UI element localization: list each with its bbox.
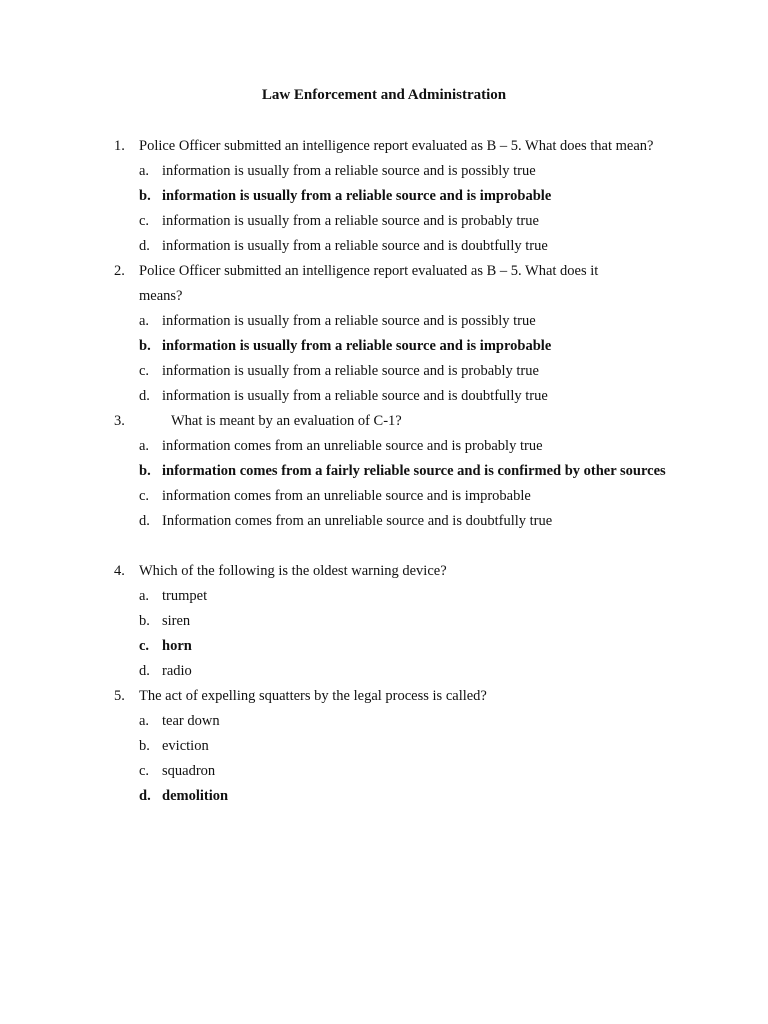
question-text: What is meant by an evaluation of C-1? — [171, 413, 402, 429]
option-letter: a. — [139, 438, 150, 454]
option-letter: b. — [139, 338, 151, 354]
option-text: eviction — [162, 738, 209, 754]
option-text: information is usually from a reliable source and is doubtfully true — [162, 238, 548, 254]
option-letter: b. — [139, 188, 151, 204]
answer-option — [114, 384, 676, 409]
question-text: The act of expelling squatters by the legal process is called? — [139, 688, 487, 704]
question-number: 5. — [114, 688, 125, 704]
question-item — [114, 684, 676, 709]
option-letter: c. — [139, 363, 150, 379]
option-text: information comes from an unreliable source and is improbable — [162, 488, 531, 504]
question-number: 1. — [114, 138, 125, 154]
question-text: Which of the following is the oldest warning device? — [139, 563, 447, 579]
option-letter: b. — [139, 613, 150, 629]
option-text: radio — [162, 663, 192, 679]
answer-option — [114, 584, 676, 609]
option-text: siren — [162, 613, 191, 629]
option-text: information comes from an unreliable source and is probably true — [162, 438, 543, 454]
answer-option — [114, 484, 676, 509]
answer-option-correct — [114, 459, 676, 484]
option-letter: c. — [139, 763, 150, 779]
question-number: 3. — [114, 413, 125, 429]
option-letter: c. — [139, 213, 150, 229]
option-letter: c. — [139, 488, 150, 504]
question-text: Police Officer submitted an intelligence report evaluated as B – 5. What does that mean? — [139, 138, 654, 154]
option-text: demolition — [162, 788, 229, 804]
option-letter: d. — [139, 238, 150, 254]
option-text: information is usually from a reliable source and is possibly true — [162, 313, 536, 329]
option-letter: a. — [139, 163, 150, 179]
question-number: 2. — [114, 263, 125, 279]
question-item — [114, 409, 676, 434]
question-text: Police Officer submitted an intelligence report evaluated as B – 5. What does it means? — [139, 263, 599, 304]
answer-option-correct — [114, 184, 676, 209]
option-letter: a. — [139, 588, 150, 604]
answer-option — [114, 709, 676, 734]
option-text: squadron — [162, 763, 216, 779]
option-text: information is usually from a reliable source and is probably true — [162, 213, 539, 229]
blank-line — [114, 534, 676, 559]
option-letter: c. — [139, 638, 150, 654]
option-text: information comes from a fairly reliable source and is confirmed by other sources — [162, 463, 666, 479]
option-letter: b. — [139, 463, 151, 479]
answer-option-correct — [114, 334, 676, 359]
option-text: information is usually from a reliable source and is probably true — [162, 363, 539, 379]
answer-option — [114, 734, 676, 759]
document-title: Law Enforcement and Administration — [261, 87, 507, 103]
answer-option — [114, 234, 676, 259]
answer-option — [114, 209, 676, 234]
question-item — [114, 134, 676, 159]
answer-option — [114, 759, 676, 784]
answer-option — [114, 434, 676, 459]
option-text: information is usually from a reliable source and is doubtfully true — [162, 388, 548, 404]
answer-option — [114, 359, 676, 384]
question-item — [114, 259, 676, 309]
question-item — [114, 559, 676, 584]
option-letter: a. — [139, 713, 150, 729]
question-list — [114, 134, 676, 809]
option-text: information is usually from a reliable source and is improbable — [162, 338, 552, 354]
answer-option — [114, 159, 676, 184]
option-letter: d. — [139, 788, 151, 804]
option-text: Information comes from an unreliable source and is doubtfully true — [162, 513, 553, 529]
option-letter: a. — [139, 313, 150, 329]
option-letter: b. — [139, 738, 150, 754]
option-letter: d. — [139, 663, 150, 679]
answer-option — [114, 309, 676, 334]
answer-option — [114, 509, 676, 534]
option-text: information is usually from a reliable source and is improbable — [162, 188, 552, 204]
option-text: trumpet — [162, 588, 208, 604]
option-letter: d. — [139, 513, 150, 529]
option-text: horn — [162, 638, 192, 654]
option-text: information is usually from a reliable source and is possibly true — [162, 163, 536, 179]
answer-option-correct — [114, 784, 676, 809]
answer-option-correct — [114, 634, 676, 659]
option-letter: d. — [139, 388, 150, 404]
answer-option — [114, 659, 676, 684]
question-number: 4. — [114, 563, 125, 579]
answer-option — [114, 609, 676, 634]
option-text: tear down — [162, 713, 220, 729]
